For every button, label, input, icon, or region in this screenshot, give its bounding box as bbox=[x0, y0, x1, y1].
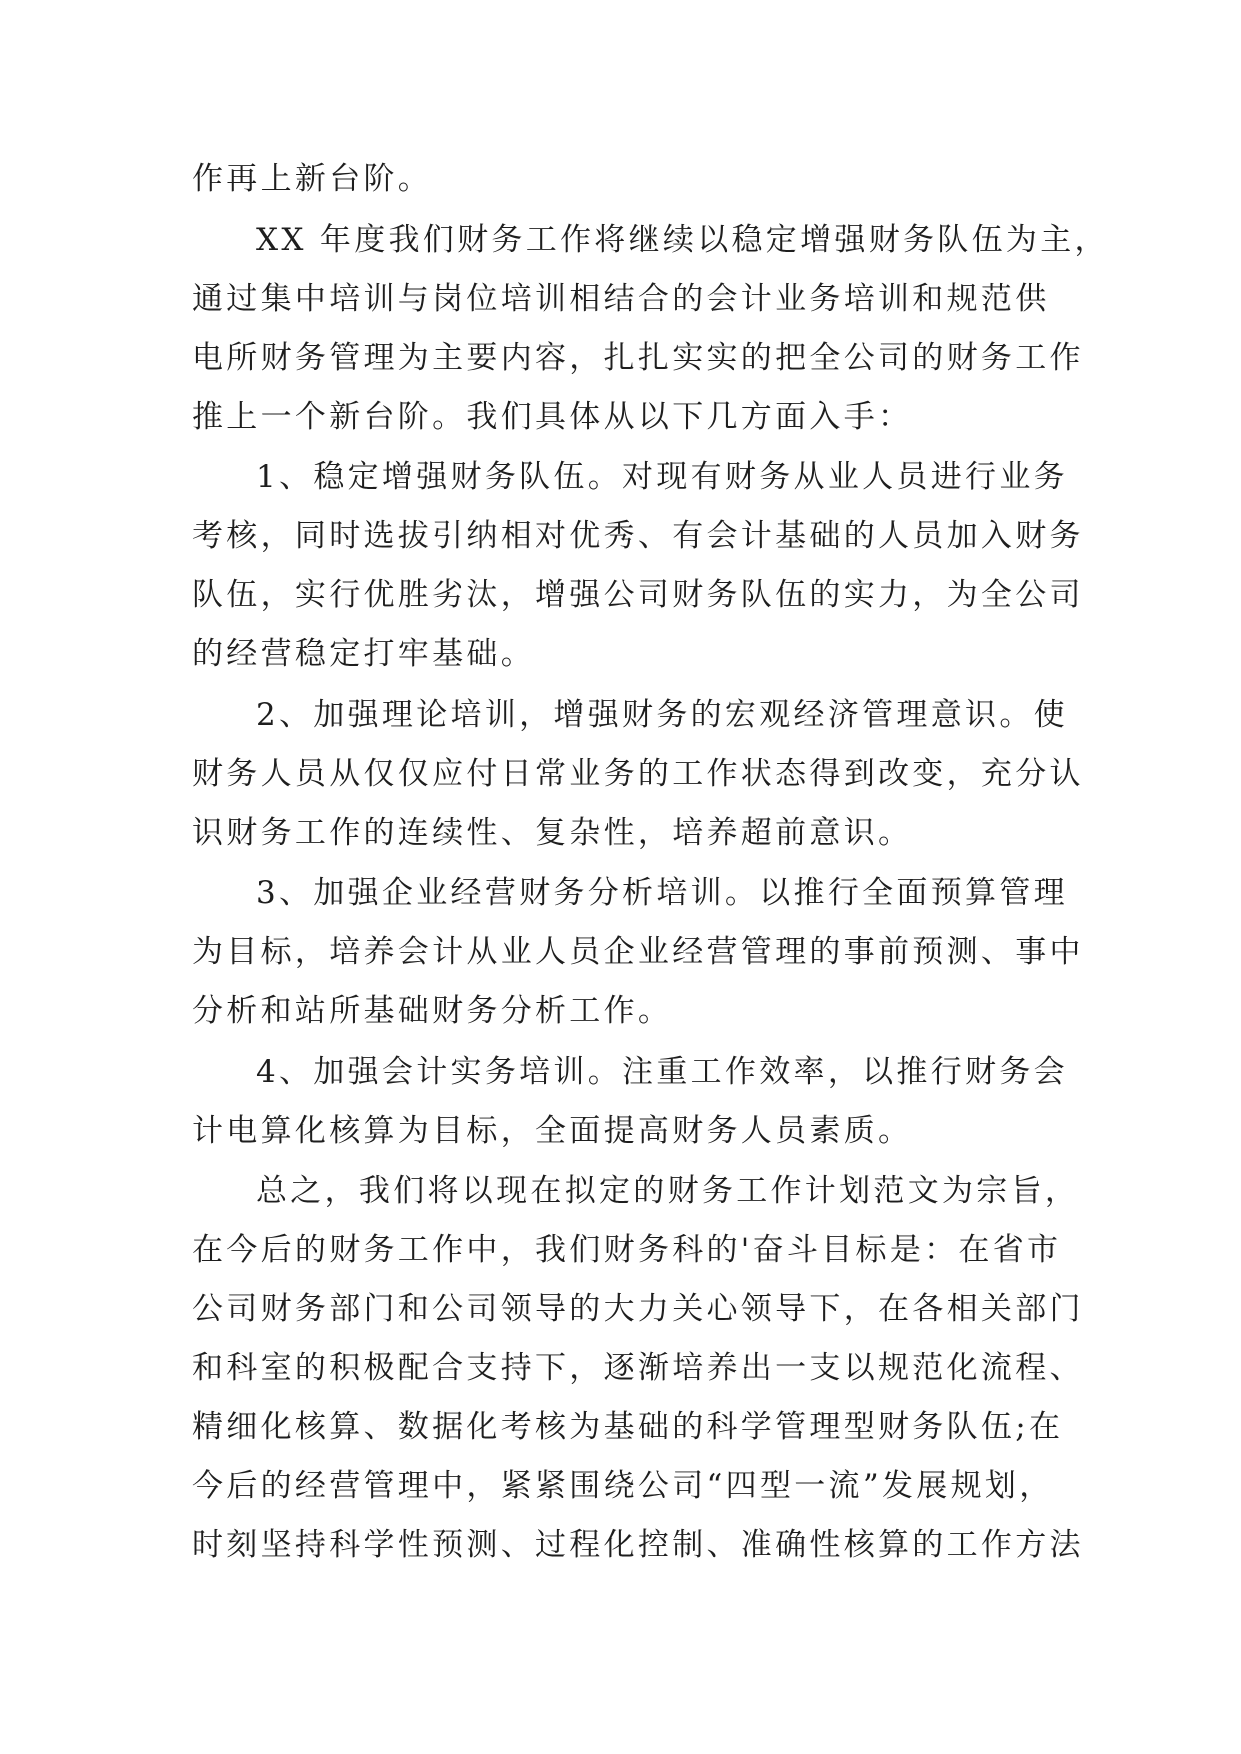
document-body bbox=[192, 150, 1109, 1575]
text-line: 作再上新台阶。 bbox=[192, 161, 433, 197]
text-line: 4、加强会计实务培训。注重工作效率，以推行财务会 bbox=[256, 1053, 1068, 1090]
text-line: 精细化核算、数据化考核为基础的科学管理型财务队伍;在 bbox=[192, 1409, 1064, 1445]
paragraph-item-2 bbox=[192, 686, 1084, 863]
text-line: 总之，我们将以现在拟定的财务工作计划范文为宗旨， bbox=[256, 1173, 1080, 1209]
text-line: 队伍，实行优胜劣汰，增强公司财务队伍的实力，为全公司 bbox=[192, 577, 1084, 613]
paragraph-intro bbox=[192, 211, 1109, 447]
paragraph-item-1 bbox=[192, 448, 1084, 684]
text-line: 电所财务管理为主要内容，扎扎实实的把全公司的财务工作 bbox=[192, 339, 1084, 376]
text-line: 为目标，培养会计从业人员企业经营管理的事前预测、事中 bbox=[192, 934, 1084, 970]
paragraph-item-4 bbox=[192, 1043, 1068, 1161]
text-line: 考核，同时选拔引纳相对优秀、有会计基础的人员加入财务 bbox=[192, 518, 1084, 554]
text-line: 通过集中培训与岗位培训相结合的会计业务培训和规范供 bbox=[192, 280, 1050, 317]
text-line: 公司财务部门和公司领导的大力关心领导下，在各相关部门 bbox=[192, 1291, 1084, 1327]
text-line: 和科室的积极配合支持下，逐渐培养出一支以规范化流程、 bbox=[192, 1350, 1084, 1386]
text-line: 今后的经营管理中，紧紧围绕公司“四型一流”发展规划， bbox=[192, 1468, 1054, 1504]
text-line: 在今后的财务工作中，我们财务科的'奋斗目标是：在省市 bbox=[192, 1232, 1062, 1268]
text-line: 财务人员从仅仅应付日常业务的工作状态得到改变，充分认 bbox=[192, 755, 1084, 792]
paragraph-item-3 bbox=[192, 864, 1084, 1041]
text-line: XX 年度我们财务工作将继续以稳定增强财务队伍为主， bbox=[256, 221, 1109, 258]
text-line: 分析和站所基础财务分析工作。 bbox=[192, 993, 673, 1029]
text-line: 时刻坚持科学性预测、过程化控制、准确性核算的工作方法 bbox=[192, 1527, 1084, 1563]
text-line: 2、加强理论培训，增强财务的宏观经济管理意识。使 bbox=[256, 696, 1068, 733]
paragraph-summary bbox=[192, 1162, 1084, 1575]
paragraph-continuation bbox=[192, 150, 1062, 209]
text-line: 3、加强企业经营财务分析培训。以推行全面预算管理 bbox=[256, 875, 1068, 911]
text-line: 识财务工作的连续性、复杂性，培养超前意识。 bbox=[192, 814, 913, 851]
text-line: 的经营稳定打牢基础。 bbox=[192, 636, 535, 672]
text-line: 计电算化核算为目标，全面提高财务人员素质。 bbox=[192, 1112, 913, 1149]
text-line: 1、稳定增强财务队伍。对现有财务从业人员进行业务 bbox=[256, 459, 1068, 495]
text-line: 推上一个新台阶。我们具体从以下几方面入手： bbox=[192, 398, 913, 435]
